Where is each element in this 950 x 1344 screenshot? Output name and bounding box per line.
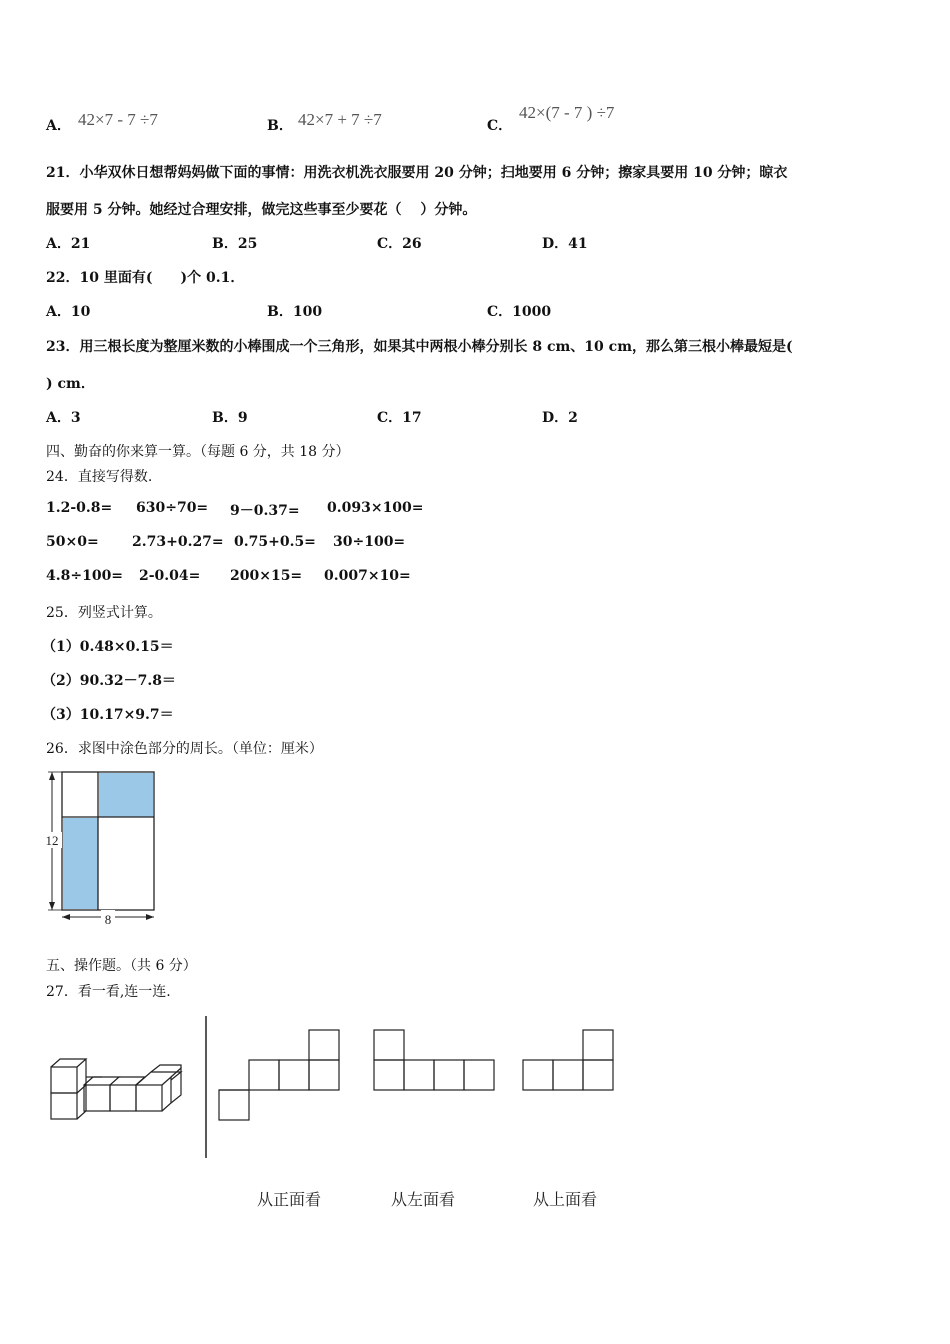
- q24-item: 2-0.04=: [139, 568, 201, 584]
- q25-item-2: （2）90.32－7.8＝: [42, 673, 176, 689]
- shaded-region: [63, 818, 98, 909]
- q21-option-a[interactable]: A．21: [46, 236, 91, 252]
- q20-option-b-expr: 42×7 + 7 ÷7: [298, 110, 382, 129]
- q26-stem: 26．求图中涂色部分的周长。（单位：厘米）: [46, 741, 323, 757]
- q23-option-c[interactable]: C．17: [377, 410, 422, 426]
- q24-item: 0.007×10=: [324, 568, 411, 584]
- arrow-up-icon: [49, 772, 55, 780]
- arrow-right-icon: [146, 914, 154, 920]
- width-label: 8: [104, 912, 112, 927]
- caption-top-view[interactable]: 从上面看: [533, 1190, 598, 1209]
- section-5-title: 五、操作题。（共 6 分）: [46, 958, 197, 974]
- q20-option-c-expr: 42×(7 - 7 ) ÷7: [519, 103, 615, 122]
- q23-option-a[interactable]: A．3: [46, 410, 81, 426]
- q20-option-b[interactable]: [267, 115, 293, 135]
- option-label: B．: [267, 118, 293, 134]
- q21-option-b[interactable]: B．25: [212, 236, 258, 252]
- option-label: C．: [487, 118, 513, 134]
- arrow-down-icon: [49, 902, 55, 910]
- cube-stack-icon: [51, 1059, 181, 1119]
- view-option-3[interactable]: [523, 1030, 613, 1090]
- q20-option-c[interactable]: [487, 115, 512, 135]
- q22-option-b[interactable]: B．100: [267, 304, 323, 320]
- q24-item: 2.73+0.27=: [132, 534, 224, 550]
- q24-item: 0.093×100=: [327, 500, 424, 516]
- q24-item: 30÷100=: [333, 534, 406, 550]
- q20-option-a-expr: 42×7 - 7 ÷7: [78, 110, 158, 129]
- q24-item: 4.8÷100=: [46, 568, 124, 584]
- height-label: 12: [45, 833, 59, 848]
- q25-item-3: （3）10.17×9.7＝: [42, 707, 174, 723]
- q24-item: 9－0.37=: [230, 503, 300, 519]
- q21-stem-line1: 21．小华双休日想帮妈妈做下面的事情：用洗衣机洗衣服要用 20 分钟；扫地要用 6 分钟；擦家具要用 10 分钟；晾衣: [46, 165, 788, 181]
- q21-option-d[interactable]: D．41: [542, 236, 588, 252]
- q23-option-d[interactable]: D．2: [542, 410, 578, 426]
- q22-stem: 22．10 里面有( )个 0.1．: [46, 270, 245, 286]
- q26-figure: [40, 766, 170, 926]
- view-option-2[interactable]: [374, 1030, 494, 1090]
- q24-item: 0.75+0.5=: [234, 534, 316, 550]
- q24-stem: 24．直接写得数.: [46, 469, 153, 485]
- q21-stem-line2: 服要用 5 分钟。她经过合理安排，做完这些事至少要花（ ）分钟。: [46, 202, 477, 218]
- q25-stem: 25．列竖式计算。: [46, 605, 162, 621]
- q22-option-c[interactable]: C．1000: [487, 304, 552, 320]
- q21-option-c[interactable]: C．26: [377, 236, 422, 252]
- shaded-region: [99, 773, 153, 817]
- view-option-1[interactable]: [219, 1030, 339, 1120]
- caption-front-view[interactable]: 从正面看: [257, 1190, 322, 1209]
- section-4-title: 四、勤奋的你来算一算。（每题 6 分，共 18 分）: [46, 444, 350, 460]
- q24-item: 200×15=: [230, 568, 303, 584]
- option-label: A．: [46, 118, 71, 134]
- caption-left-view[interactable]: 从左面看: [391, 1190, 456, 1209]
- q23-option-b[interactable]: B．9: [212, 410, 248, 426]
- arrow-left-icon: [62, 914, 70, 920]
- q27-stem: 27．看一看,连一连.: [46, 984, 171, 1000]
- q24-item: 50×0=: [46, 534, 99, 550]
- q24-item: 1.2-0.8=: [46, 500, 113, 516]
- q24-item: 630÷70=: [136, 500, 209, 516]
- q22-option-a[interactable]: A．10: [46, 304, 91, 320]
- q20-option-a[interactable]: [46, 115, 71, 135]
- q25-item-1: （1）0.48×0.15＝: [42, 639, 174, 655]
- q27-figure[interactable]: [40, 1010, 660, 1170]
- q23-stem-line1: 23．用三根长度为整厘米数的小棒围成一个三角形，如果其中两根小棒分别长 8 cm、10 cm，那么第三根小棒最短是(: [46, 339, 793, 355]
- q23-stem-line2: ) cm．: [46, 376, 95, 392]
